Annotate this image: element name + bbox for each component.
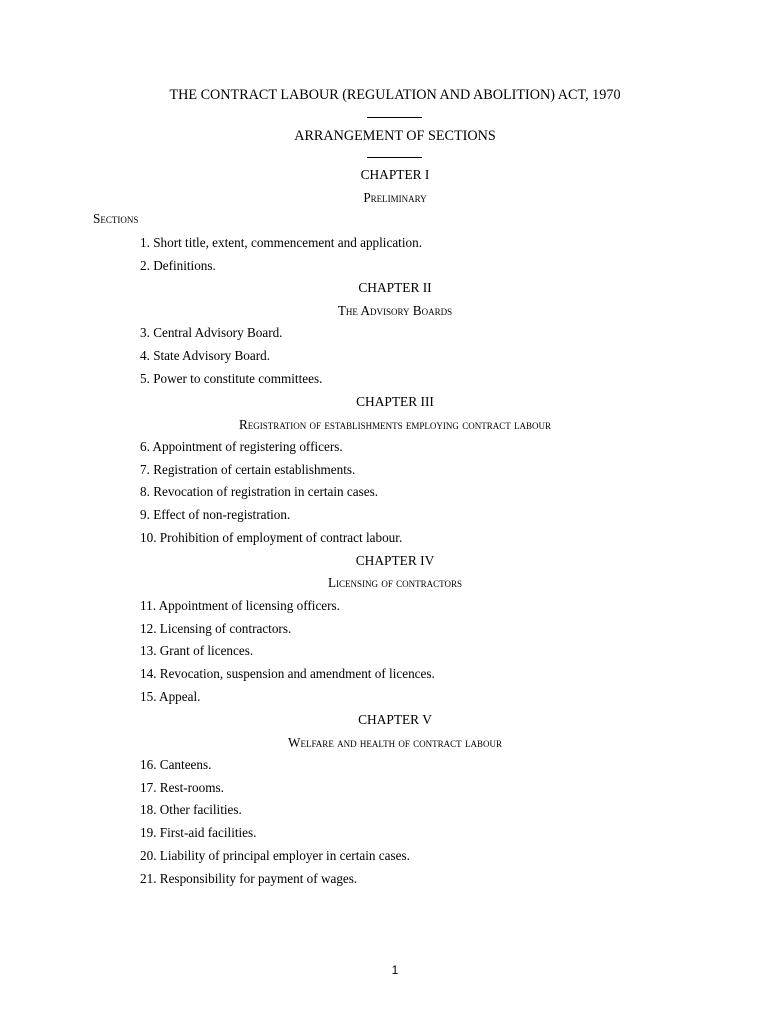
chapter-heading: CHAPTER V — [358, 712, 432, 727]
section-item: 2. Definitions. — [140, 258, 216, 273]
section-item: 1. Short title, extent, commencement and application. — [140, 235, 422, 250]
section-item: 10. Prohibition of employment of contract labour. — [140, 530, 403, 545]
chapter-heading: CHAPTER II — [358, 280, 432, 295]
chapter-heading: CHAPTER IV — [355, 553, 435, 568]
chapter-subtitle: Licensing of contractors — [327, 575, 462, 590]
section-item: 12. Licensing of contractors. — [140, 621, 292, 636]
title-divider — [367, 117, 422, 118]
section-item: 19. First-aid facilities. — [140, 825, 257, 840]
section-item: 11. Appointment of licensing officers. — [140, 598, 340, 613]
section-item: 6. Appointment of registering officers. — [140, 439, 343, 454]
chapter-subtitle: Registration of establishments employing contract labour — [238, 417, 552, 432]
section-item: 20. Liability of principal employer in certain cases. — [140, 848, 410, 863]
section-item: 8. Revocation of registration in certain cases. — [140, 484, 379, 499]
page-number: 1 — [391, 963, 399, 977]
section-item: 9. Effect of non-registration. — [140, 507, 291, 522]
section-item: 16. Canteens. — [140, 757, 212, 772]
section-item: 4. State Advisory Board. — [140, 348, 271, 363]
document-title: THE CONTRACT LABOUR (REGULATION AND ABOLITION) ACT, 1970 — [169, 87, 621, 103]
chapter-subtitle: The Advisory Boards — [337, 303, 453, 318]
section-item: 21. Responsibility for payment of wages. — [140, 871, 358, 886]
arrangement-divider — [367, 157, 422, 158]
chapter-heading: CHAPTER I — [360, 167, 430, 182]
section-item: 13. Grant of licences. — [140, 643, 254, 658]
section-item: 14. Revocation, suspension and amendment of licences. — [140, 666, 435, 681]
chapter-subtitle: Preliminary — [363, 190, 427, 205]
chapter-subtitle: Welfare and health of contract labour — [288, 735, 502, 750]
section-item: 15. Appeal. — [140, 689, 201, 704]
section-item: 7. Registration of certain establishments. — [140, 462, 356, 477]
arrangement-heading: ARRANGEMENT OF SECTIONS — [294, 128, 496, 144]
section-item: 17. Rest-rooms. — [140, 780, 224, 795]
section-item: 3. Central Advisory Board. — [140, 325, 283, 340]
chapter-heading: CHAPTER III — [356, 394, 434, 409]
sections-label: Sections — [93, 211, 139, 226]
section-item: 5. Power to constitute committees. — [140, 371, 323, 386]
section-item: 18. Other facilities. — [140, 802, 242, 817]
